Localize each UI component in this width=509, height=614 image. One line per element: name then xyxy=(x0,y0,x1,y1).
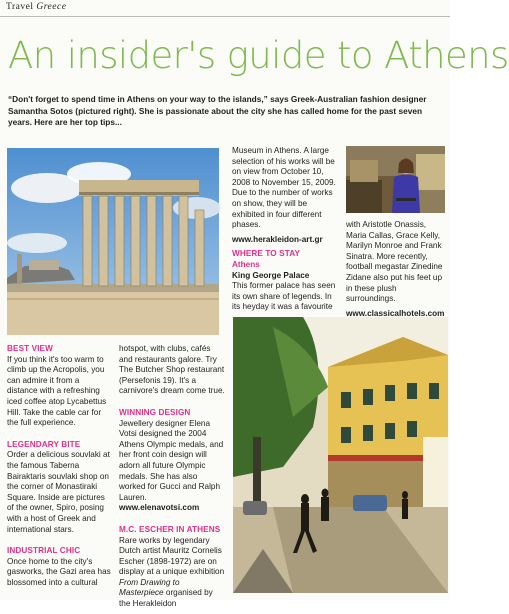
column-top-middle xyxy=(232,146,339,317)
best-view-text: If you think it's too warm to climb up the Acropolis, you can admire it from a distance with a refreshing iced coffee atop Lycabettus Hill. Take the cable car for the full experience. xyxy=(7,354,107,428)
best-view-heading: BEST VIEW xyxy=(7,344,53,353)
header-rule xyxy=(0,16,450,17)
hotel-name: King George Palace xyxy=(232,270,310,280)
column-bottom-middle xyxy=(119,344,225,614)
article-headline: An insider's guide to Athens xyxy=(8,34,509,77)
escher-exhibition-title: From Drawing to Masterpiece xyxy=(119,577,180,598)
column-right xyxy=(346,220,446,323)
hotel-description-continued: with Aristotle Onassis, Maria Callas, Grace Kelly, Marilyn Monroe and Frank Sinatra. More recently, football megastar Zinedine Zidane also put his feet up in these plush surroundings. xyxy=(346,220,443,304)
section-name: Travel xyxy=(6,2,34,12)
elena-votsi-link[interactable]: www.elenavotsi.com xyxy=(119,503,200,513)
winning-design-body: Jewellery designer Elena Votsi designed the 2004 Athens Olympic medals, and her front coin design will adorn all future Olympic medals. She has also worked for Gucci and Ralph Lauren. xyxy=(119,418,224,502)
escher-body-end: organised by the Herakleidon xyxy=(119,588,213,609)
winning-design-heading: WINNING DESIGN xyxy=(119,407,191,417)
winning-design-text xyxy=(119,419,225,514)
industrial-chic-text: Once home to the city's gasworks, the Gazi area has blossomed into a cultural xyxy=(7,556,111,587)
article-intro: “Don't forget to spend time in Athens on your way to the islands,” says Greek-Australian fashion designer Samantha Sotos (pictured right). She is passionate about the city she has called home for the past seven years. Here are her top tips... xyxy=(8,94,427,128)
classical-hotels-link[interactable]: www.classicalhotels.com xyxy=(346,308,445,318)
legendary-bite-heading: LEGENDARY BITE xyxy=(7,439,81,449)
athens-street-photo xyxy=(233,317,448,593)
temple-of-zeus-photo xyxy=(7,148,219,335)
section-subname: Greece xyxy=(36,2,67,12)
industrial-chic-heading: INDUSTRIAL CHIC xyxy=(7,546,81,556)
where-to-stay-heading: WHERE TO STAY xyxy=(232,249,301,259)
escher-body: Rare works by legendary Dutch artist Mauritz Cornelis Escher (1898-1972) are on display at a unique exhibition xyxy=(119,535,225,577)
legendary-bite-text: Order a delicious souvlaki at the famous Taberna Bairaktaris souvlaki shop on the corner of Monastiraki Square. Inside are pictures of the owner, Spiro, posing with a host of Greek and international stars. xyxy=(7,450,110,534)
escher-continued-text: Museum in Athens. A large selection of his works will be on view from October 10, 2008 to November 15, 2009. Due to the number of works on show, they will be exhibited in four different phases. xyxy=(232,146,336,230)
where-to-stay-city: Athens xyxy=(232,259,260,269)
hotel-description: This former palace has seen its own share of legends. In its heyday it was a favourite xyxy=(232,281,336,312)
column-bottom-left xyxy=(7,344,111,592)
industrial-chic-continued: hotspot, with clubs, cafés and restaurants galore. Try The Butcher Shop restaurant (Persefonis 19). It's a carnivore's dream come true. xyxy=(119,344,225,396)
designer-portrait-photo xyxy=(346,146,445,213)
escher-text xyxy=(119,536,225,610)
herakleidon-link[interactable]: www.herakleidon-art.gr xyxy=(232,234,323,244)
escher-heading: M.C. ESCHER IN ATHENS xyxy=(119,524,221,534)
section-header xyxy=(6,2,66,12)
